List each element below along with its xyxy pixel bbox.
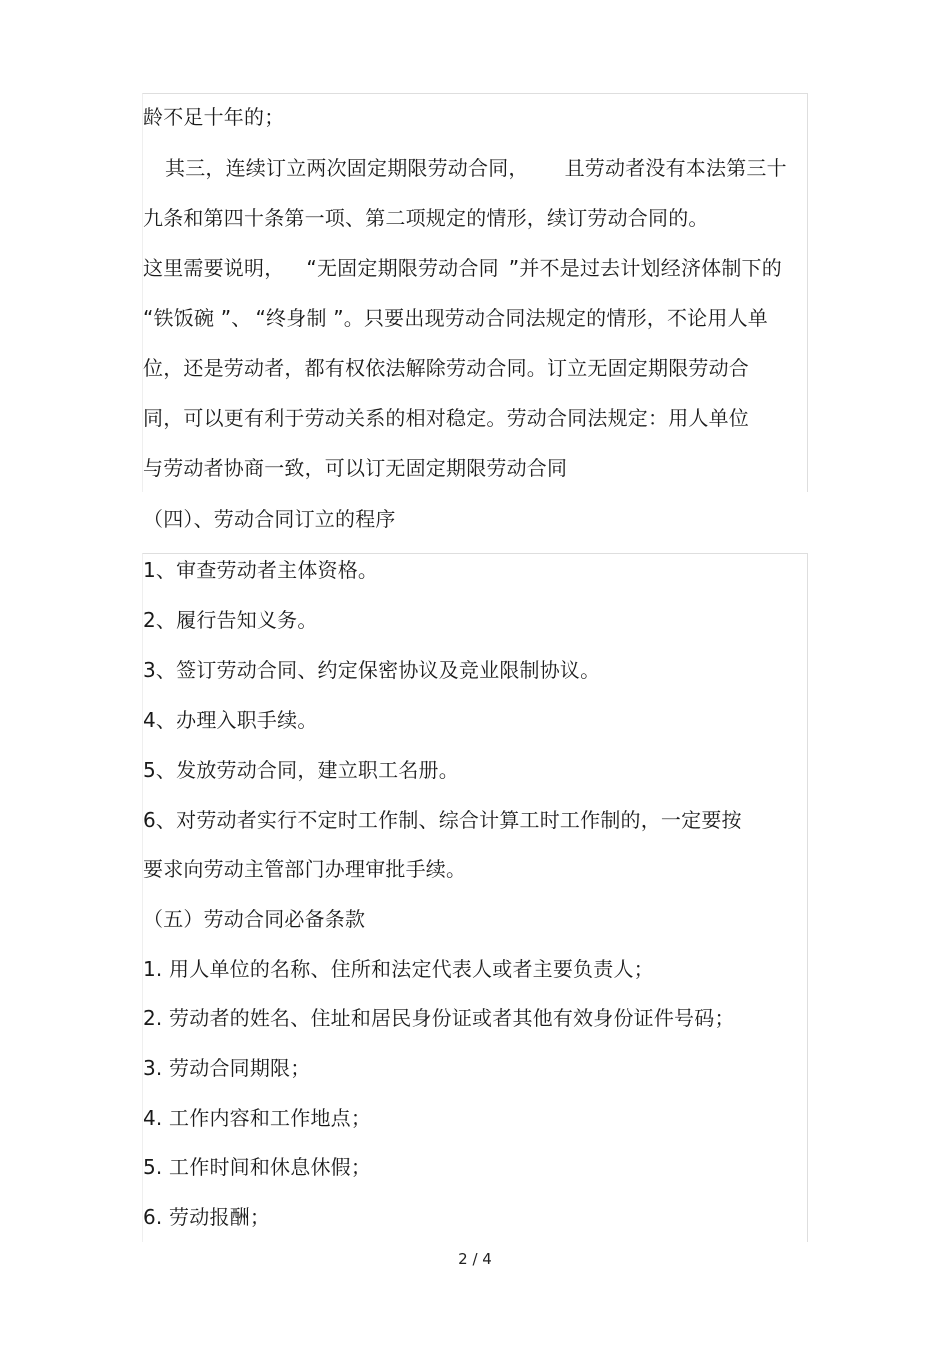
list-item: 4. 工作内容和工作地点； (143, 1106, 372, 1130)
paragraph-line: 与劳动者协商一致，可以订无固定期限劳动合同 (143, 456, 568, 480)
text-segment: “无固定期限劳动合同 (306, 256, 499, 280)
list-item-continuation: 要求向劳动主管部门办理审批手续。 (143, 857, 467, 881)
list-item: 2、履行告知义务。 (143, 608, 318, 632)
list-item: 2. 劳动者的姓名、住址和居民身份证或者其他有效身份证件号码； (143, 1006, 735, 1030)
paragraph-line: 龄不足十年的； (143, 105, 285, 129)
list-item: 6. 劳动报酬； (143, 1205, 271, 1229)
list-item: 1、审查劳动者主体资格。 (143, 558, 379, 582)
text-frame-top (142, 93, 808, 492)
section-heading: （五）劳动合同必备条款 (143, 907, 366, 931)
list-item: 6、对劳动者实行不定时工作制、综合计算工时工作制的，一定要按 (143, 808, 742, 832)
paragraph-line: 位，还是劳动者，都有权依法解除劳动合同。订立无固定期限劳动合 (143, 356, 749, 380)
text-segment: 且劳动者没有本法第三十 (564, 156, 787, 180)
text-segment: “铁饭碗 ”、 (143, 306, 252, 330)
list-item: 3. 劳动合同期限； (143, 1056, 311, 1080)
text-segment: 这里需要说明， (143, 256, 285, 280)
list-item: 3、签订劳动合同、约定保密协议及竞业限制协议。 (143, 658, 601, 682)
list-item: 5. 工作时间和休息休假； (143, 1155, 372, 1179)
text-segment: “终身制 ”。只要出现劳动合同法规定的情形，不论用人单 (255, 306, 768, 330)
list-item: 5、发放劳动合同，建立职工名册。 (143, 758, 459, 782)
list-item: 1. 用人单位的名称、住所和法定代表人或者主要负责人； (143, 957, 654, 981)
section-heading: （四）、劳动合同订立的程序 (143, 507, 396, 531)
text-segment: ”并不是过去计划经济体制下的 (508, 256, 782, 280)
text-segment: 其三，连续订立两次固定期限劳动合同， (165, 156, 529, 180)
paragraph-line (143, 255, 782, 281)
page-number: 2 / 4 (458, 1250, 492, 1268)
paragraph-line: 同，可以更有利于劳动关系的相对稳定。劳动合同法规定：用人单位 (143, 406, 749, 430)
paragraph-line: 九条和第四十条第一项、第二项规定的情形，续订劳动合同的。 (143, 206, 709, 230)
paragraph-line (143, 305, 768, 331)
paragraph-line (143, 155, 787, 181)
list-item: 4、办理入职手续。 (143, 708, 318, 732)
